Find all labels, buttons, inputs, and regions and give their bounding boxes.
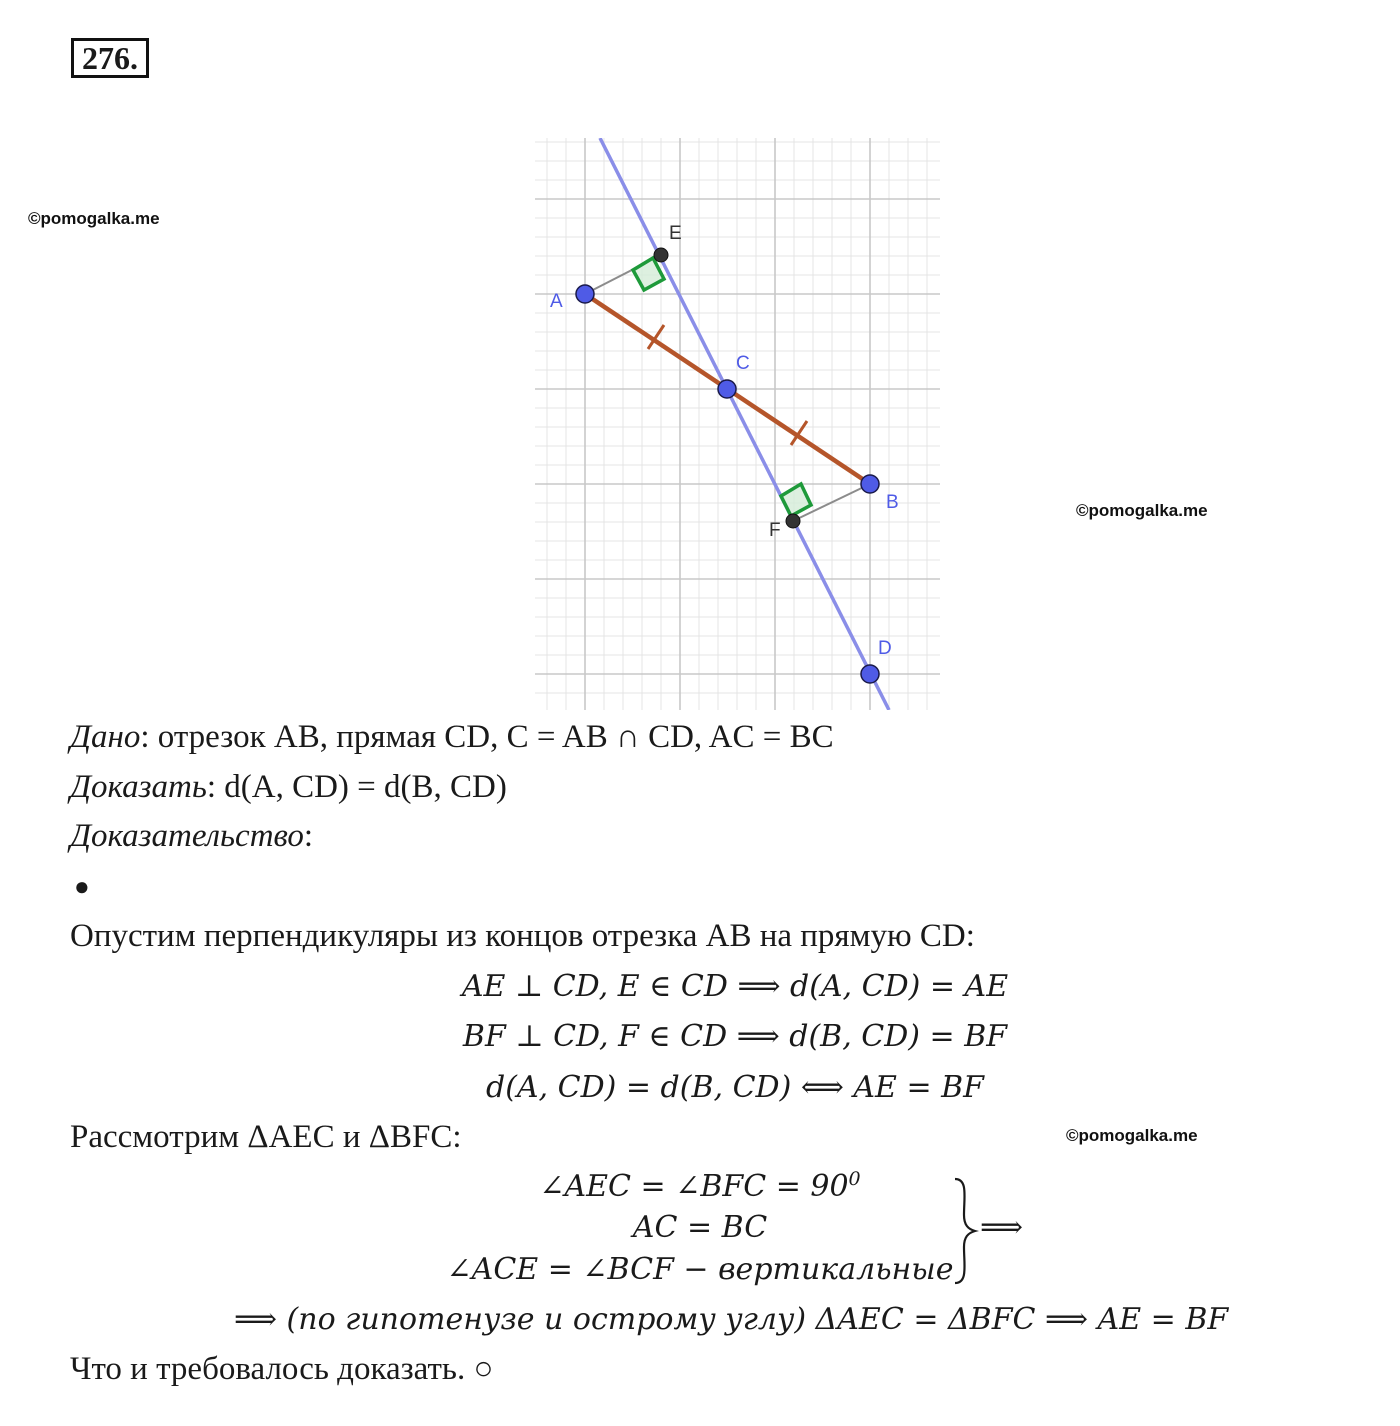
system-line-3: ∠ACE = ∠BCF − вертикальные (446, 1252, 954, 1287)
system-line-1-text: ∠AEC = ∠BFC = 90 (539, 1169, 849, 1204)
equation-3: d(A, CD) = d(B, CD) ⟺ AE = BF (485, 1070, 985, 1105)
bullet: ● (74, 872, 90, 901)
watermark-top-left: ©pomogalka.me (28, 209, 160, 228)
point-a (576, 285, 594, 303)
watermark-lower-right: ©pomogalka.me (1066, 1126, 1198, 1145)
equation-1: AE ⊥ CD, E ∈ CD ⟹ d(A, CD) = AE (461, 969, 1009, 1004)
end-text: Что и требовалось доказать. ○ (70, 1351, 494, 1387)
given-line (70, 719, 834, 756)
right-brace-icon (950, 1175, 980, 1287)
point-b (861, 475, 879, 493)
step2-text: Рассмотрим ΔAEC и ΔBFC: (70, 1119, 462, 1155)
system-line-2: AC = BC (632, 1210, 768, 1245)
equation-2: BF ⊥ CD, F ∈ CD ⟹ d(B, CD) = BF (462, 1019, 1008, 1054)
point-f (786, 514, 800, 528)
watermark-right: ©pomogalka.me (1076, 501, 1208, 520)
conclusion-text: ⟹ (по гипотенузе и острому углу) ΔAEC = ΔBFC ⟹ AE = BF (234, 1302, 1229, 1337)
label-b: B (886, 492, 899, 513)
geometry-figure (535, 138, 940, 710)
label-f: F (769, 520, 781, 541)
proof-line (70, 818, 313, 855)
proof-label: Доказательство (70, 818, 304, 854)
grid-minor (535, 138, 940, 710)
step1-text: Опустим перпендикуляры из концов отрезка AB на прямую CD: (70, 918, 975, 954)
proof-text: : (303, 818, 314, 854)
point-c (718, 380, 736, 398)
right-angle-mark-e (633, 258, 664, 290)
degree-superscript: 0 (848, 1168, 861, 1190)
given-label: Дано (70, 719, 141, 755)
given-text: : отрезок AB, прямая CD, C = AB ∩ CD, AC = BC (140, 719, 834, 755)
point-e (654, 248, 668, 262)
problem-number: 276. (71, 38, 149, 78)
system-line-1 (430, 1168, 970, 1204)
prove-label: Доказать (70, 769, 207, 805)
system-arrow: ⟹ (980, 1210, 1024, 1245)
label-a: A (550, 291, 563, 312)
label-c: C (736, 353, 750, 374)
prove-line (70, 769, 507, 806)
label-e: E (669, 223, 682, 244)
point-d (861, 665, 879, 683)
prove-text: : d(A, CD) = d(B, CD) (206, 769, 507, 805)
right-angle-mark-f (781, 484, 811, 516)
line-cd (600, 138, 889, 710)
label-d: D (878, 638, 892, 659)
